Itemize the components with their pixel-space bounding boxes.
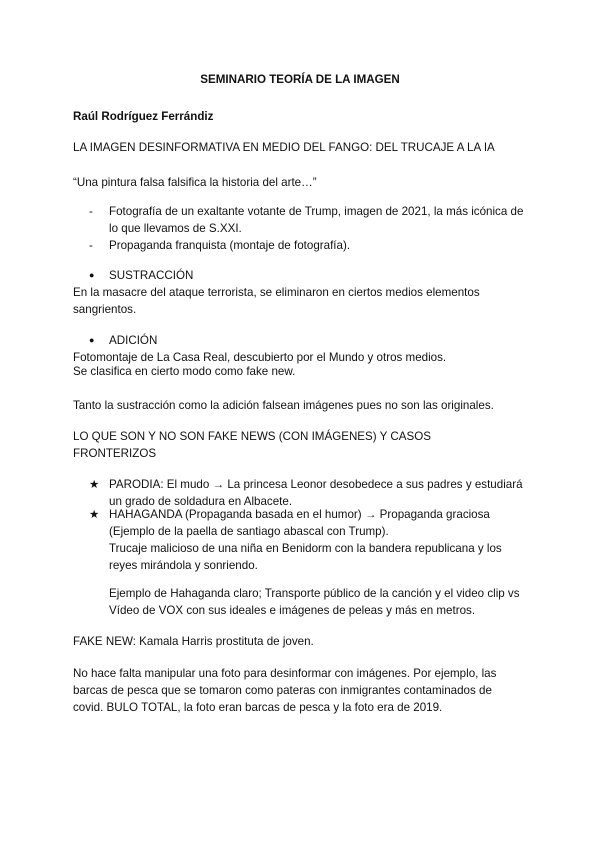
- author-name: Raúl Rodríguez Ferrándiz: [73, 110, 214, 123]
- adicion-label: ADICIÓN: [109, 334, 158, 347]
- summary-text: Tanto la sustracción como la adición falsean imágenes pues no son las originales.: [73, 399, 494, 412]
- list-item-hahaganda-extra: Trucaje malicioso de una niña en Benidorm con la bandera republicana y los reyes mirándola y sonriendo.: [109, 542, 502, 572]
- dash-marker: -: [89, 239, 93, 252]
- dash-marker: -: [89, 205, 93, 218]
- section-heading-fake-news: LO QUE SON Y NO SON FAKE NEWS (CON IMÁGENES) Y CASOS FRONTERIZOS: [73, 430, 431, 460]
- list-item: Fotografía de un exaltante votante de Trump, imagen de 2021, la más icónica de lo que llevamos de S.XXI.: [109, 205, 524, 235]
- star-marker: ★: [89, 508, 100, 521]
- sustraccion-label: SUSTRACCIÓN: [109, 269, 194, 282]
- list-item-hahaganda: HAHAGANDA (Propaganda basada en el humor) → Propaganda graciosa (Ejemplo de la paella de santiago abascal con Trump).: [109, 508, 490, 538]
- adicion-line-1: Fotomontaje de La Casa Real, descubierto por el Mundo y otros medios.: [73, 351, 447, 364]
- section-heading-imagen-desinformativa: LA IMAGEN DESINFORMATIVA EN MEDIO DEL FANGO: DEL TRUCAJE A LA IA: [73, 141, 495, 154]
- list-item-hahaganda-extra-2: Ejemplo de Hahaganda claro; Transporte público de la canción y el video clip vs Vídeo de VOX con sus ideales e imágenes de peleas y más en metros.: [109, 587, 520, 617]
- closing-paragraph: No hace falta manipular una foto para desinformar con imágenes. Por ejemplo, las barcas de pesca que se tomaron como pateras con inmigrantes contaminados de covid. BULO TOTAL, la foto eran barcas de pesca y la foto era de 2019.: [73, 667, 497, 714]
- adicion-line-2: Se clasifica en cierto modo como fake new.: [73, 365, 296, 378]
- quote: “Una pintura falsa falsifica la historia del arte…”: [73, 176, 317, 189]
- star-marker: ★: [89, 478, 100, 491]
- fake-new-text: FAKE NEW: Kamala Harris prostituta de joven.: [73, 635, 314, 648]
- list-item: Propaganda franquista (montaje de fotografía).: [109, 239, 351, 252]
- bullet-marker: ●: [89, 335, 95, 345]
- list-item-parodia: PARODIA: El mudo → La princesa Leonor desobedece a sus padres y estudiará un grado de soldadura en Albacete.: [109, 478, 523, 508]
- bullet-marker: ●: [89, 270, 95, 280]
- sustraccion-text: En la masacre del ataque terrorista, se eliminaron en ciertos medios elementos sangrientos.: [73, 286, 480, 316]
- page-title: SEMINARIO TEORÍA DE LA IMAGEN: [200, 73, 400, 86]
